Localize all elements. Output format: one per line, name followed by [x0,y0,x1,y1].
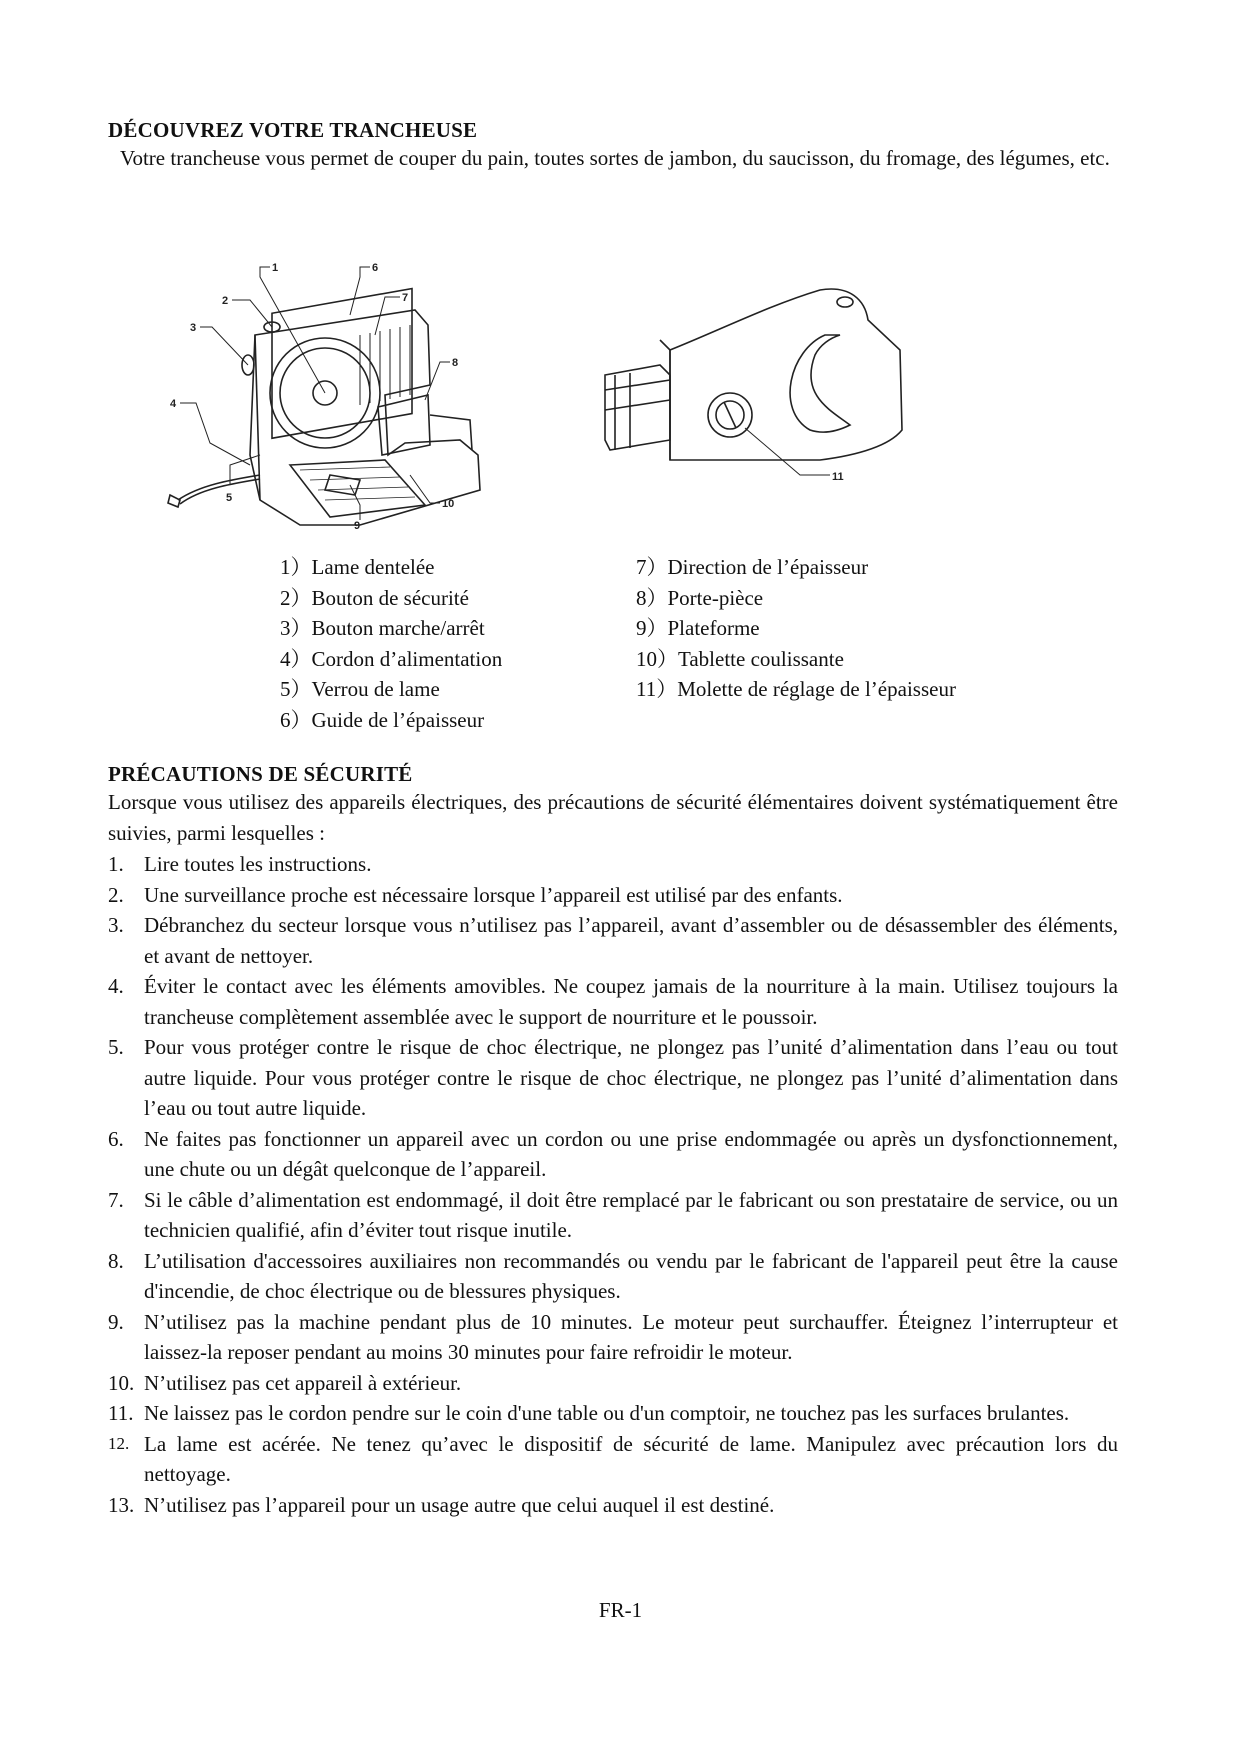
part-11: 11）Molette de réglage de l’épaisseur [636,677,956,701]
part-9: 9）Plateforme [636,616,760,640]
intro-paragraph: Votre trancheuse vous permet de couper du pain, toutes sortes de jambon, du saucisson, du fromage, des légumes, etc. [120,146,1110,170]
part-4: 4）Cordon d’alimentation [280,646,503,671]
callout-10: 10 [442,498,455,510]
list-item: 12. La lame est acérée. Ne tenez qu’avec le dispositif de sécurité de lame. Manipulez avec précaution lors du nettoyage. [108,1431,1118,1486]
list-item: 6. Ne faites pas fonctionner un appareil avec un cordon ou une prise endommagée ou après un dysfonctionnement, une chute ou un dégât quelconque de l’appareil. [108,1126,1118,1181]
callout-8: 8 [452,357,459,369]
list-item: 10. N’utilisez pas cet appareil à extérieur. [108,1370,462,1395]
part-8: 8）Porte-pièce [636,585,764,610]
part-1: 1）Lame dentelée [280,555,435,579]
callout-6: 6 [372,262,379,274]
list-item: 13. N’utilisez pas l’appareil pour un usage autre que celui auquel il est destiné. [108,1492,775,1517]
list-item: 9. N’utilisez pas la machine pendant plus de 10 minutes. Le moteur peut surchauffer. Éteignez l’interrupteur et laissez-la reposer pendant au moins 30 minutes pour faire refroidir le moteur. [108,1309,1118,1364]
part-10: 10）Tablette coulissante [636,646,844,671]
page-number: FR-1 [598,1598,643,1622]
callout-7: 7 [402,292,409,304]
safety-list [108,849,1118,1520]
parts-list-left [280,552,502,735]
list-item: 3. Débranchez du secteur lorsque vous n’utilisez pas l’appareil, avant d’assembler ou de désassembler des éléments, et avant de nettoyer. [108,913,1118,968]
list-item: 1. Lire toutes les instructions. [108,852,372,876]
part-3: 3）Bouton marche/arrêt [280,616,485,640]
list-item: 7. Si le câble d’alimentation est endommagé, il doit être remplacé par le fabricant ou son prestataire de service, ou un technicien qualifié, afin d’éviter tout risque inutile. [108,1187,1118,1242]
callout-9: 9 [354,520,361,530]
section-title-safety: PRÉCAUTIONS DE SÉCURITÉ [108,762,413,786]
list-item: 4. Éviter le contact avec les éléments amovibles. Ne coupez jamais de la nourriture à la main. Utilisez toujours la trancheuse complètement assemblée avec le support de nourriture et le poussoir. [108,974,1118,1029]
slicer-front-diagram [160,255,520,530]
callout-11: 11 [832,471,844,483]
list-item: 8. L’utilisation d'accessoires auxiliaires non recommandés ou vendu par le fabricant de l'appareil peut être la cause d'incendie, de choc électrique ou de blessures physiques. [108,1248,1118,1303]
callout-4: 4 [170,398,177,410]
callout-2: 2 [222,295,229,307]
list-item: 11. Ne laissez pas le cordon pendre sur le coin d'une table ou d'un comptoir, ne touchez pas les surfaces brulantes. [108,1401,1070,1425]
part-7: 7）Direction de l’épaisseur [636,555,869,579]
part-5: 5）Verrou de lame [280,677,440,701]
parts-list-right [636,552,956,705]
safety-intro: Lorsque vous utilisez des appareils électriques, des précautions de sécurité élémentaires doivent systématiquement être suivies, parmi lesquelles : [108,790,1118,845]
callout-1: 1 [272,262,279,274]
callout-5: 5 [226,492,233,504]
list-item: 2. Une surveillance proche est nécessaire lorsque l’appareil est utilisé par des enfants. [108,882,843,907]
list-item: 5. Pour vous protéger contre le risque de choc électrique, ne plongez pas l’unité d’alimentation dans l’eau ou tout autre liquide. Pour vous protéger contre le risque de choc électrique, ne plongez pas l’unité d’alimentation dans l’eau ou tout autre liquide. [108,1035,1118,1120]
callout-3: 3 [190,322,197,334]
part-6: 6）Guide de l’épaisseur [280,707,485,732]
part-2: 2）Bouton de sécurité [280,585,469,610]
slicer-side-diagram [600,280,910,505]
section-title-discover: DÉCOUVREZ VOTRE TRANCHEUSE [108,118,478,142]
